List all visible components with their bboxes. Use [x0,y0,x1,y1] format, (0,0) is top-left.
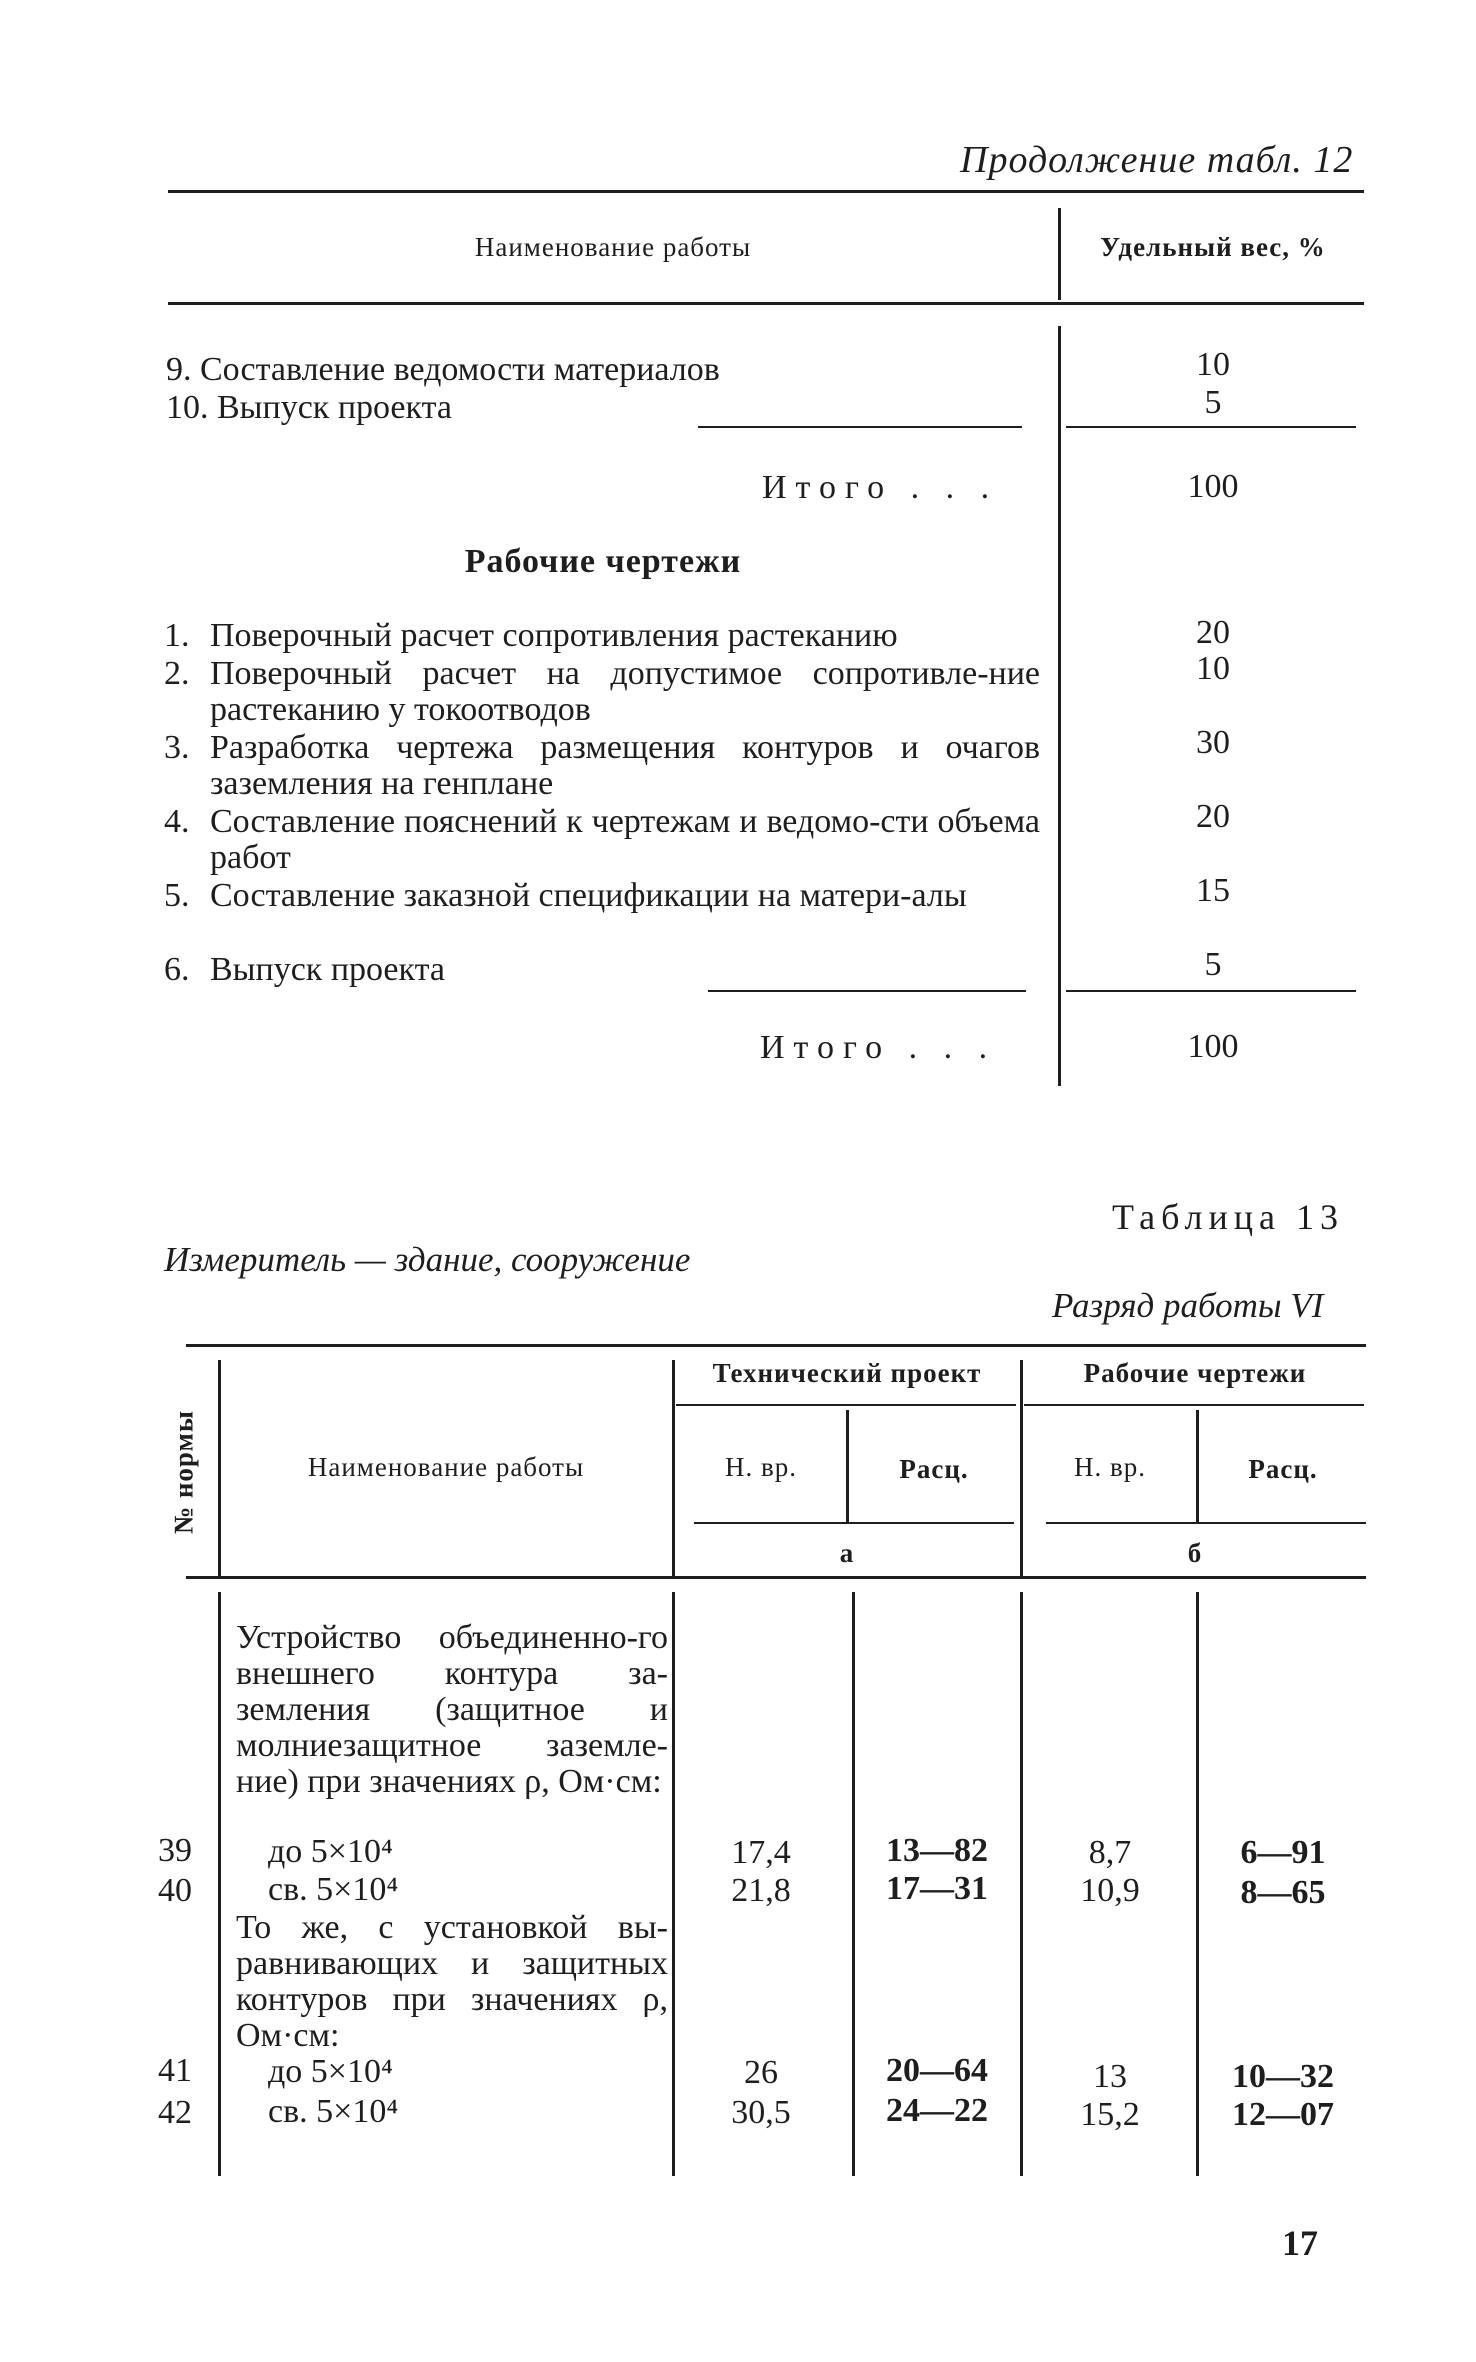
table12-item-num-6: 6. [164,951,190,988]
table13-row-42-tech-rasc: 24—22 [886,2092,988,2129]
table13-row-41-label: до 5×10⁴ [268,2053,393,2090]
table13-row-41-no: 41 [158,2052,192,2089]
table12-value-total-b: 100 [1187,1028,1239,1065]
table13-row-39-tech-hvr: 17,4 [731,1834,791,1871]
table12-value-1: 20 [1196,614,1230,651]
table12-total-label-b: Итого . . . [760,1029,997,1066]
table12-total-label-a: Итого . . . [762,469,999,506]
table13-header-a: а [839,1538,855,1568]
table13-row-42-work-hvr: 15,2 [1080,2096,1140,2133]
table13-body-divider-3 [852,1592,855,2176]
table12-value-4: 20 [1196,798,1230,835]
table13-header-work: Рабочие чертежи [1083,1358,1307,1388]
table12-item-10: 10. Выпуск проекта [166,389,452,426]
table12-item-5: Составление заказной спецификации на матери-алы [210,877,967,914]
page-number: 17 [1282,2223,1318,2263]
table13-row-40-work-rasc: 8—65 [1240,1874,1326,1911]
table12-header-rule [168,302,1364,305]
table12-value-2: 10 [1196,650,1230,687]
table12-sum-rule-right-a [1066,426,1356,428]
table12-header-name: Наименование работы [474,232,752,262]
table13-header-tech-hvr: Н. вр. [725,1452,797,1482]
table13-header-norm-no: № нормы [168,1409,199,1535]
table12-header-divider [1058,208,1061,300]
table12-body-divider [1058,326,1061,1086]
table12-item-1: Поверочный расчет сопротивления растеканию [210,617,898,654]
table13-row-39-no: 39 [158,1832,192,1869]
table13-row-42-tech-hvr: 30,5 [731,2094,791,2131]
table13-row-41-work-rasc: 10—32 [1232,2058,1334,2095]
table13-header-tech-rasc: Расц. [899,1454,969,1484]
table13-col-divider-1 [218,1360,221,1576]
table13-body-divider-1 [218,1592,221,2176]
table12-item-6: Выпуск проекта [210,951,445,988]
table13-header-name: Наименование работы [307,1452,585,1482]
table12-sum-rule-left-a [698,426,1022,428]
table13-col-divider-3 [1020,1360,1023,1576]
table13-header-work-hvr: Н. вр. [1074,1452,1146,1482]
table12-item-num-5: 5. [164,877,190,914]
table13-row-42-work-rasc: 12—07 [1232,2096,1334,2133]
table13-row-40-tech-rasc: 17—31 [886,1870,988,1907]
table13-tech-underline [676,1404,1016,1406]
table13-header-tech: Технический проект [712,1358,982,1388]
table12-item-num-4: 4. [164,803,190,840]
table12-value-9: 10 [1196,346,1230,383]
table13-a-rule [694,1522,1014,1524]
table13-work-underline [1024,1404,1364,1406]
table12-item-4: Составление пояснений к чертежам и ведомо-сти объема работ [210,803,1040,876]
table12-item-num-1: 1. [164,617,190,654]
table12-sum-rule-right-b [1066,990,1356,992]
table13-b-rule [1046,1522,1366,1524]
table12-value-6: 5 [1204,946,1222,983]
continuation-caption: Продолжение табл. 12 [960,139,1354,181]
table12-item-9: 9. Составление ведомости материалов [166,351,720,388]
table13-row-40-work-hvr: 10,9 [1080,1872,1140,1909]
table13-measure: Измеритель — здание, сооружение [164,1240,691,1279]
table13-body-divider-2 [672,1592,675,2176]
table12-item-3: Разработка чертежа размещения контуров и очагов заземления на генплане [210,729,1040,802]
table13-row-40-label: св. 5×10⁴ [268,1871,399,1908]
table13-row-39-label: до 5×10⁴ [268,1833,393,1870]
table13-header-b: б [1187,1538,1203,1568]
table12-header-weight: Удельный вес, % [1100,232,1326,262]
table13-row-40-tech-hvr: 21,8 [731,1872,791,1909]
table13-row-41-tech-hvr: 26 [744,2054,778,2091]
table13-subcol-divider-b [1196,1410,1199,1522]
table13-row-42-no: 42 [158,2094,192,2131]
table12-value-3: 30 [1196,724,1230,761]
table13-subcol-divider-a [846,1410,849,1522]
table12-item-2: Поверочный расчет на допустимое сопротивле-ние растеканию у токоотводов [210,655,1040,728]
table13-row-39-work-rasc: 6—91 [1240,1834,1326,1871]
table13-row-39-work-hvr: 8,7 [1088,1834,1132,1871]
table12-value-5: 15 [1196,872,1230,909]
table13-grade: Разряд работы VI [1052,1286,1324,1325]
table12-sum-rule-left-b [708,990,1026,992]
table13-body-divider-5 [1196,1592,1199,2176]
table13-col-divider-2 [672,1360,675,1576]
table13-row-39-tech-rasc: 13—82 [886,1832,988,1869]
table13-group1-text: Устройство объединенно-го внешнего контура за-земления (защитное и молниезащитное заземле-ние) при значениях ρ, Ом·см: [236,1619,668,1800]
table12-section-title: Рабочие чертежи [464,543,742,580]
table13-header-work-rasc: Расц. [1248,1454,1318,1484]
table13-group2-text: То же, с установкой вы-равнивающих и защитных контуров при значениях ρ, Ом·см: [236,1909,668,2054]
table13-row-40-no: 40 [158,1872,192,1909]
table12-total-value-a: 100 [1187,468,1239,505]
table13-top-rule [186,1344,1366,1347]
table13-row-42-label: св. 5×10⁴ [268,2093,399,2130]
table13-row-41-work-hvr: 13 [1093,2058,1127,2095]
table12-value-10: 5 [1204,384,1222,421]
table12-item-num-3: 3. [164,729,190,766]
table12-item-num-2: 2. [164,655,190,692]
table13-row-41-tech-rasc: 20—64 [886,2052,988,2089]
table12-top-rule [168,190,1364,193]
table13-header-rule [186,1576,1366,1579]
table13-caption: Таблица 13 [1112,1197,1344,1237]
table13-body-divider-4 [1020,1592,1023,2176]
